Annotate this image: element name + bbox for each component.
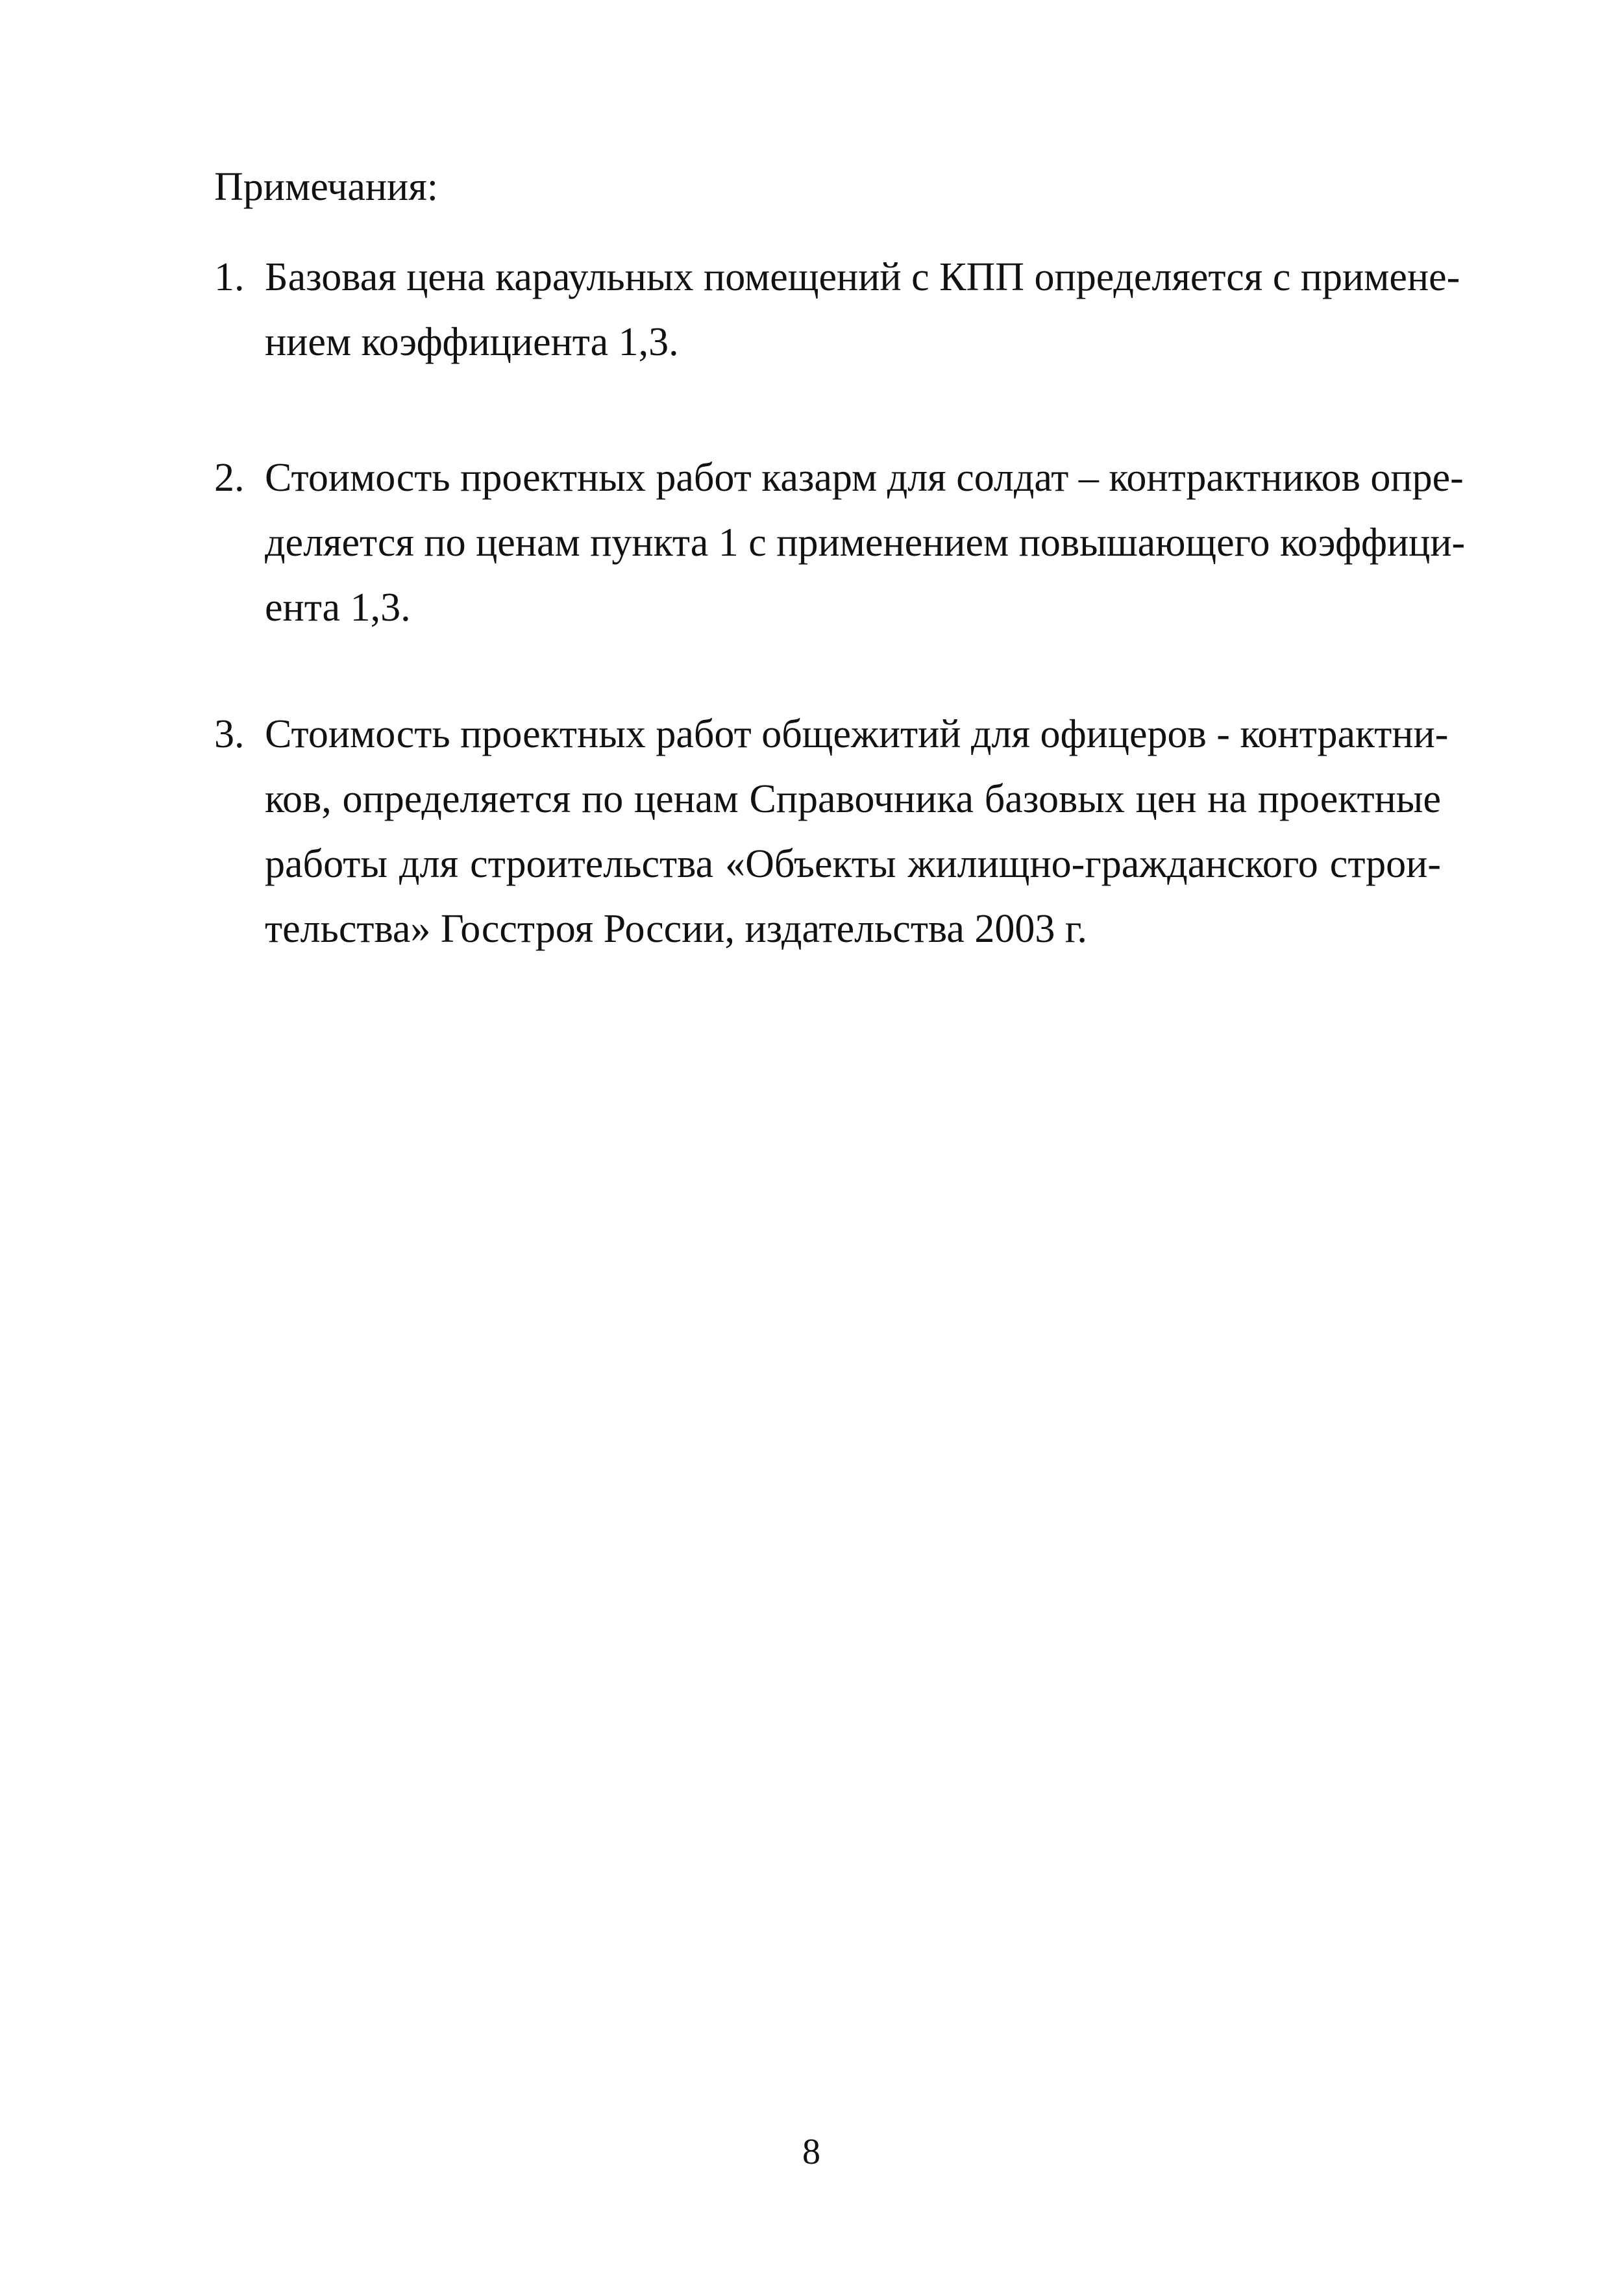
note-line: ков, определяется по ценам Справочника базовых цен на проектные xyxy=(265,777,1441,821)
note-line: Стоимость проектных работ общежитий для офицеров - контрактни- xyxy=(265,712,1449,756)
note-number: 1. xyxy=(214,255,245,299)
note-item-1 xyxy=(214,245,1460,375)
note-line: Базовая цена караульных помещений с КПП определяется с примене- xyxy=(265,255,1460,299)
note-number: 2. xyxy=(214,456,245,500)
note-number: 3. xyxy=(214,712,245,756)
note-line: Стоимость проектных работ казарм для солдат – контрактников опре- xyxy=(265,456,1464,500)
note-line: работы для строительства «Объекты жилищно-гражданского строи- xyxy=(265,842,1441,886)
note-line: деляется по ценам пункта 1 с применением повышающего коэффици- xyxy=(265,521,1466,565)
note-line: ента 1,3. xyxy=(265,586,411,630)
notes-heading: Примечания: xyxy=(214,165,438,209)
note-line: тельства» Госстроя России, издательства 2003 г. xyxy=(265,907,1087,951)
note-line: нием коэффициента 1,3. xyxy=(265,320,679,364)
note-item-3 xyxy=(214,702,1449,961)
page-number: 8 xyxy=(802,2132,820,2172)
note-item-2 xyxy=(214,445,1466,640)
